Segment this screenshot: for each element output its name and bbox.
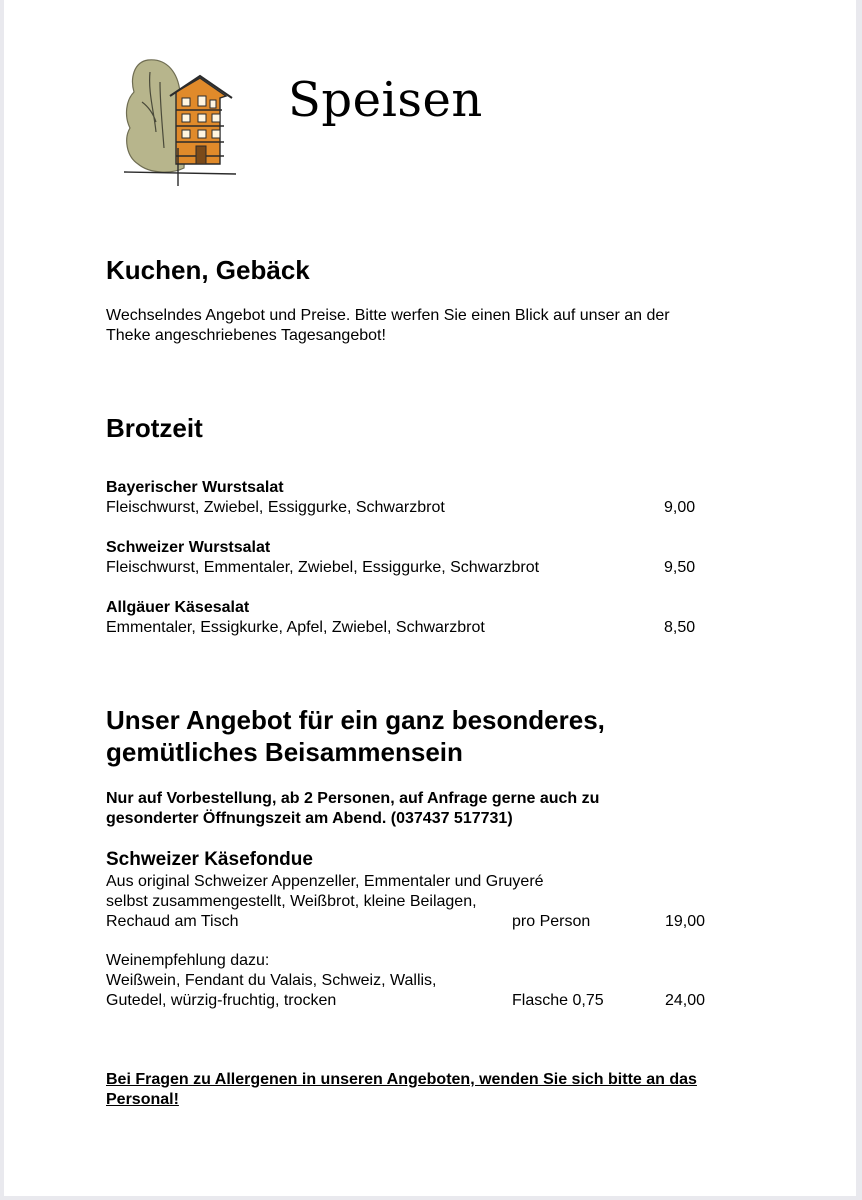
item-price: 9,00 <box>664 499 696 516</box>
item-description: Emmentaler, Essigkurke, Apfel, Zwiebel, Schwarzbrot <box>106 619 485 636</box>
item-name: Schweizer Wurstsalat <box>106 539 271 556</box>
allergen-note-line1: Bei Fragen zu Allergenen in unseren Angeboten, wenden Sie sich bitte an das <box>106 1071 697 1088</box>
fondue-price: 19,00 <box>665 913 706 930</box>
item-description: Fleischwurst, Zwiebel, Essiggurke, Schwarzbrot <box>106 499 445 516</box>
wine-price: 24,00 <box>665 992 706 1009</box>
section-heading-angebot-line2: gemütliches Beisammensein <box>106 737 463 767</box>
fondue-unit: pro Person <box>512 913 591 930</box>
section-heading-angebot-line1: Unser Angebot für ein ganz besonderes, <box>106 705 605 735</box>
wine-line2: Weißwein, Fendant du Valais, Schweiz, Wallis, <box>106 972 437 989</box>
fondue-desc-line3: Rechaud am Tisch <box>106 913 239 930</box>
list-item <box>106 538 706 578</box>
item-price: 8,50 <box>664 619 696 636</box>
item-price: 9,50 <box>664 559 696 576</box>
item-description: Fleischwurst, Emmentaler, Zwiebel, Essiggurke, Schwarzbrot <box>106 559 540 576</box>
section-heading-brotzeit: Brotzeit <box>106 413 203 443</box>
list-item <box>106 598 706 638</box>
section-heading-kuchen: Kuchen, Gebäck <box>106 255 310 285</box>
wine-unit: Flasche 0,75 <box>512 992 604 1009</box>
kuchen-text-line1: Wechselndes Angebot und Preise. Bitte werfen Sie einen Blick auf unser an der <box>106 307 670 324</box>
kuchen-text-line2: Theke angeschriebenes Tagesangebot! <box>106 327 386 344</box>
allergen-note-line2: Personal! <box>106 1091 179 1108</box>
fondue-name: Schweizer Käsefondue <box>106 849 313 870</box>
list-item <box>106 478 706 518</box>
menu-page <box>4 0 856 1196</box>
wine-line3: Gutedel, würzig-fruchtig, trocken <box>106 992 337 1009</box>
item-name: Bayerischer Wurstsalat <box>106 479 284 496</box>
fondue-desc-line1: Aus original Schweizer Appenzeller, Emmentaler und Gruyeré <box>106 873 544 890</box>
fondue-desc-line2: selbst zusammengestellt, Weißbrot, kleine Beilagen, <box>106 893 477 910</box>
page-title: Speisen <box>288 72 483 128</box>
wine-line1: Weinempfehlung dazu: <box>106 952 270 969</box>
item-name: Allgäuer Käsesalat <box>106 599 250 616</box>
reservation-notice-line1: Nur auf Vorbestellung, ab 2 Personen, auf Anfrage gerne auch zu <box>106 790 600 807</box>
house-tree-logo <box>120 52 240 188</box>
reservation-notice-line2: gesonderter Öffnungszeit am Abend. (037437 517731) <box>106 810 513 827</box>
